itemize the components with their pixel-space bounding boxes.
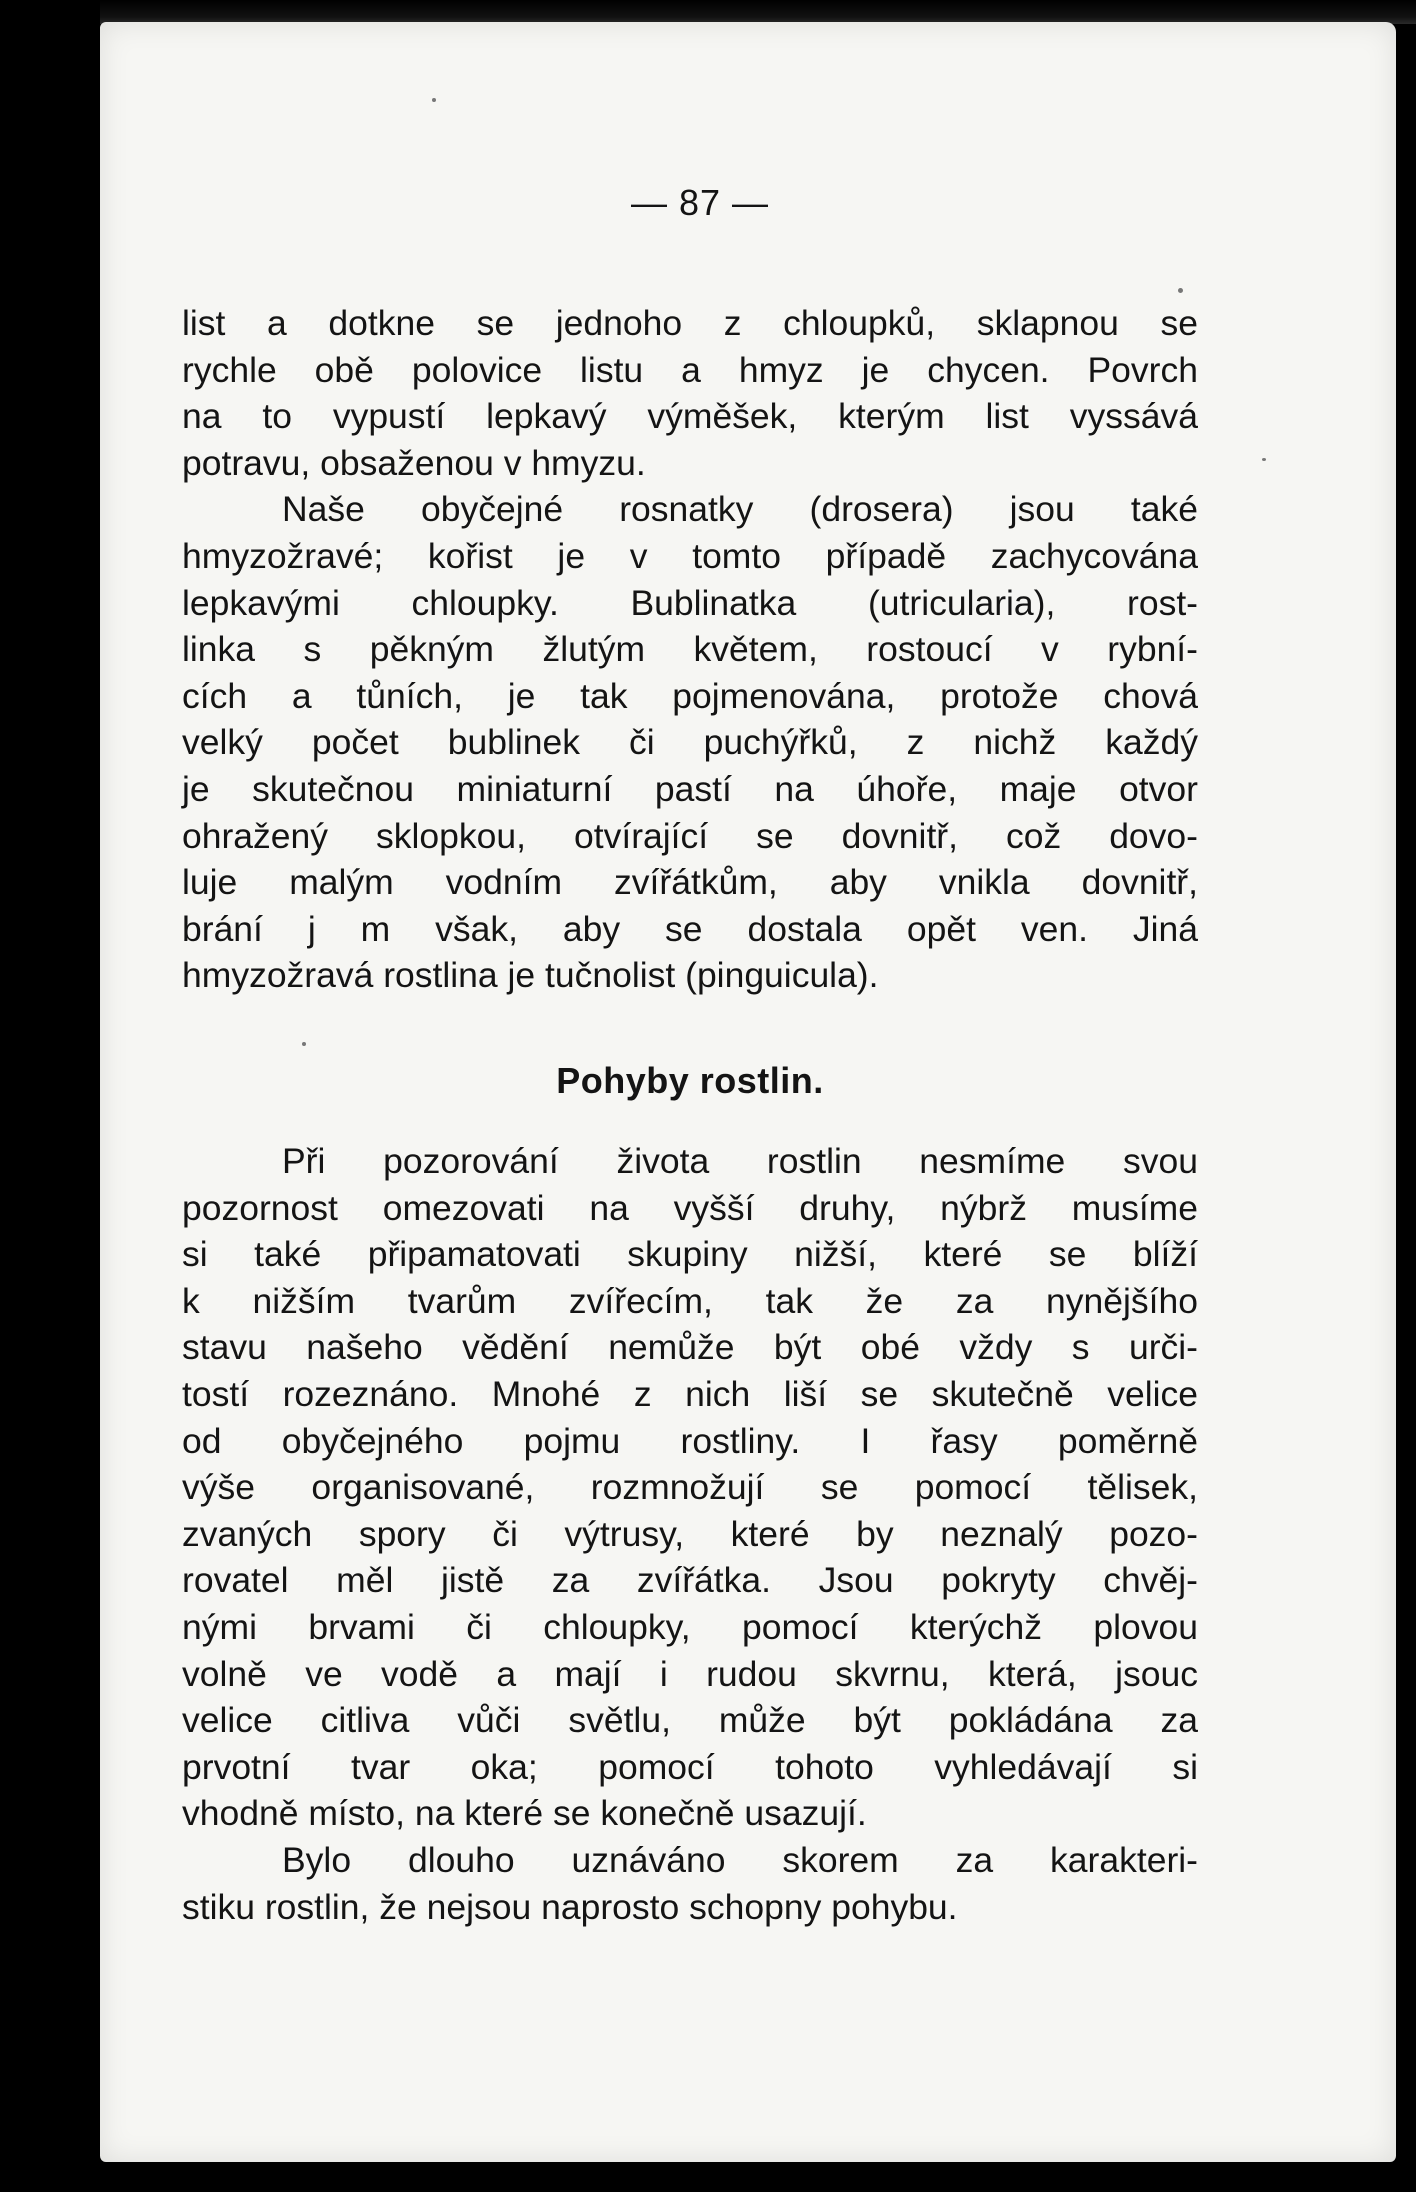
text-line: na to vypustí lepkavý výměšek, kterým list vyssává — [182, 396, 1198, 437]
text-line: pozornost omezovati na vyšší druhy, nýbrž musíme — [182, 1187, 1198, 1228]
text-line: prvotní tvar oka; pomocí tohoto vyhledávají si — [182, 1746, 1198, 1787]
text-line: si také připamatovati skupiny nižší, které se blíží — [182, 1234, 1198, 1275]
section-heading: Pohyby rostlin. — [556, 1060, 824, 1101]
text-line: Při pozorování života rostlin nesmíme svou — [282, 1141, 1198, 1181]
text-line: brání j m však, aby se dostala opět ven. Jiná — [182, 908, 1198, 949]
text-line: velký počet bublinek či puchýřků, z nichž každý — [182, 722, 1198, 763]
text-line: výše organisované, rozmnožují se pomocí tělisek, — [182, 1467, 1198, 1508]
text-line: od obyčejného pojmu rostliny. I řasy poměrně — [182, 1420, 1198, 1461]
text-line: volně ve vodě a mají i rudou skvrnu, která, jsouc — [182, 1653, 1198, 1694]
text-line: nými brvami či chloupky, pomocí kterýchž plovou — [182, 1606, 1198, 1647]
text-line: velice citliva vůči světlu, může být pokládána za — [182, 1700, 1198, 1741]
text-line: luje malým vodním zvířátkům, aby vnikla dovnitř, — [182, 862, 1198, 903]
text-line: tostí rozeznáno. Mnohé z nich liší se skutečně velice — [182, 1373, 1198, 1414]
paragraph — [182, 1837, 1198, 1930]
text-line: vhodně místo, na které se konečně usazují. — [182, 1793, 867, 1834]
text-line: rychle obě polovice listu a hmyz je chycen. Povrch — [182, 349, 1198, 390]
paragraph — [182, 1138, 1198, 1837]
paragraph — [182, 300, 1198, 486]
text-line: Naše obyčejné rosnatky (drosera) jsou také — [282, 489, 1198, 530]
print-speck — [1178, 288, 1183, 293]
text-line: ohražený sklopkou, otvírající se dovnitř, což dovo- — [182, 815, 1198, 856]
paragraph — [182, 486, 1198, 999]
print-speck — [432, 98, 436, 102]
scan-top-edge — [100, 0, 1416, 24]
text-line: Bylo dlouho uznáváno skorem za karakteri- — [282, 1839, 1198, 1880]
text-line: zvaných spory či výtrusy, které by neznalý pozo- — [182, 1513, 1198, 1554]
text-line: stiku rostlin, že nejsou naprosto schopny pohybu. — [182, 1886, 958, 1927]
text-line: stavu našeho vědění nemůže být obé vždy s urči- — [182, 1327, 1198, 1368]
body-text-top — [182, 300, 1198, 999]
text-line: hmyzožravá rostlina je tučnolist (pinguicula). — [182, 955, 879, 996]
text-line: potravu, obsaženou v hmyzu. — [182, 442, 646, 483]
text-line: rovatel měl jistě za zvířátka. Jsou pokryty chvěj- — [182, 1560, 1198, 1601]
text-line: list a dotkne se jednoho z chloupků, sklapnou se — [182, 303, 1198, 343]
body-text-bottom — [182, 1138, 1198, 1930]
text-line: cích a tůních, je tak pojmenována, protože chová — [182, 675, 1198, 716]
page-number: — 87 — — [630, 182, 770, 223]
text-line: lepkavými chloupky. Bublinatka (utricularia), rost- — [182, 582, 1198, 623]
print-speck — [302, 1042, 306, 1046]
text-line: je skutečnou miniaturní pastí na úhoře, maje otvor — [182, 768, 1198, 809]
text-line: hmyzožravé; kořist je v tomto případě zachycována — [182, 535, 1198, 576]
text-line: k nižším tvarům zvířecím, tak že za nynějšího — [182, 1280, 1198, 1321]
print-speck — [1262, 458, 1266, 461]
text-line: linka s pěkným žlutým květem, rostoucí v rybní- — [182, 629, 1198, 670]
